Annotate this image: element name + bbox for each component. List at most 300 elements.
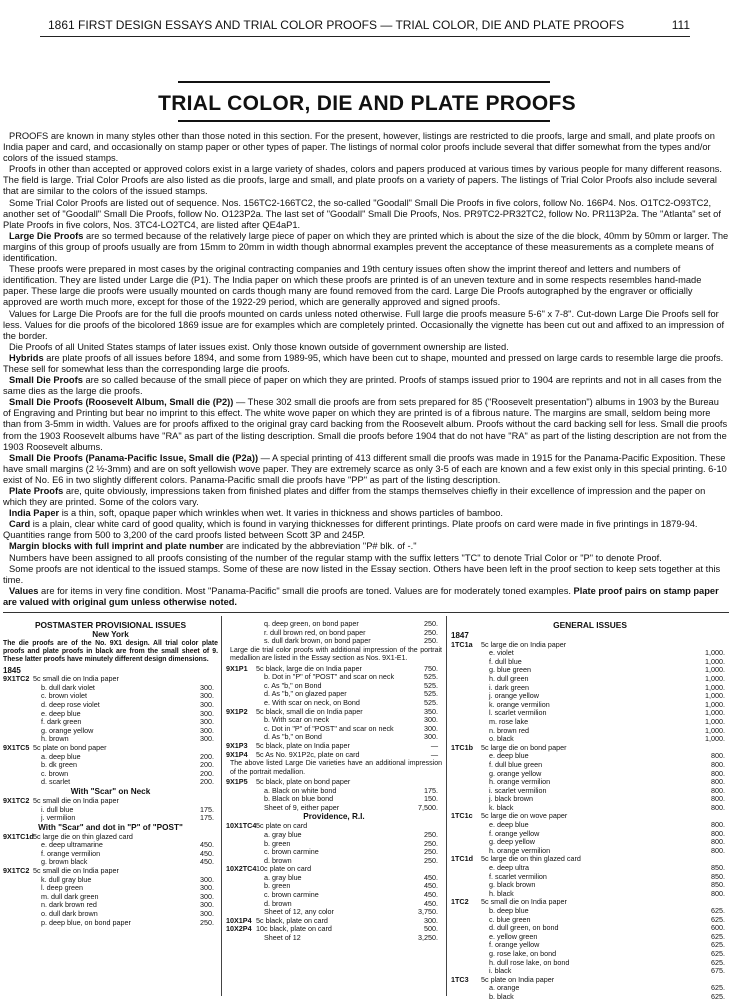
intro-paragraph (3, 541, 729, 552)
listing-value: 750. (424, 663, 438, 673)
listing-value: 800. (711, 802, 725, 812)
paragraph-lead: Card (9, 519, 31, 530)
listing-value: 300. (200, 691, 214, 701)
listing-value: 1,000. (705, 725, 725, 735)
listing-value: 525. (424, 697, 438, 707)
listing-value: 300. (200, 909, 214, 919)
listing-value: 625. (711, 914, 725, 924)
paragraph-lead: Hybrids (9, 352, 44, 363)
listing-row (226, 900, 442, 909)
catalog-number: 9X1P4 (226, 749, 248, 759)
listing-value: 525. (424, 680, 438, 690)
listing-description: e. deep ultra (489, 863, 529, 873)
listing-row (3, 901, 218, 910)
subsection-heading: New York (92, 630, 129, 639)
listing-value: 200. (200, 751, 214, 761)
listing-description: h. orange vermilion (489, 777, 551, 787)
listing-table (3, 833, 218, 928)
listing-row (3, 850, 218, 859)
catalog-number: 1TC2 (451, 897, 469, 907)
listing-description: d. scarlet (41, 777, 71, 787)
paragraph-text: — A special printing of 413 different small die proofs was made in 1915 for the Panama-Pacific Exposition. These have small margins (2 ½-3mm) and are on soft yellowish wove paper. They are extremely scarce as only 3-5 of each are known and a few exist only in this special printing. 6-10 exist of No. E6 in two slightly different colors. Panama-Pacific small die proofs have "PP" as part of the listing description. (3, 452, 727, 485)
listing-value: 1,000. (705, 656, 725, 666)
listing-value: 625. (711, 983, 725, 993)
listing-row (226, 874, 442, 883)
listing-value: 525. (424, 689, 438, 699)
listing-value: 1,000. (705, 734, 725, 744)
catalog-number: 10X2P4 (226, 924, 252, 934)
listing-table (226, 665, 442, 760)
listing-description: b. dull dark violet (41, 682, 95, 692)
listing-value: 300. (424, 915, 438, 925)
listing-row (3, 684, 218, 693)
listing-description: g. blue green (489, 665, 531, 675)
column-separator (446, 616, 447, 996)
listing-value: 1,000. (705, 699, 725, 709)
column-postmaster-provisionals (3, 620, 218, 927)
listing-description: c. brown carmine (264, 890, 319, 900)
listing-value: 450. (424, 890, 438, 900)
listing-description: 5c plate on India paper (481, 974, 555, 984)
listing-description: l. deep green (41, 883, 83, 893)
listing-row (3, 806, 218, 815)
listing-row (3, 876, 218, 885)
listing-description: d. dull green, on bond (489, 923, 559, 933)
subsection-heading: With "Scar" and dot in "P" of "POST" (38, 822, 183, 832)
listing-description: b. deep blue (489, 906, 529, 915)
catalog-number: 9X1TC2 (3, 866, 30, 876)
paragraph-text: is a thin, soft, opaque paper which wrinkles when wet. It varies in thickness and shows particles of bamboo. (59, 508, 504, 519)
intro-paragraph (3, 553, 729, 564)
listing-value: 800. (711, 759, 725, 769)
listing-table (3, 675, 218, 787)
listing-description: g. brown black (41, 857, 88, 867)
listing-value: 300. (200, 874, 214, 884)
title-rule-bottom (178, 120, 550, 122)
listing-description: 5c large die on wove paper (481, 811, 568, 821)
listing-value: 300. (424, 715, 438, 725)
listing-description: s. dull dark brown, on bond paper (264, 636, 371, 646)
paragraph-text: PROOFS are known in many styles other than those noted in this section. For the present, however, listings are restricted to die proofs, large and small, and plate proofs on India paper and card, and occasionally on stamp paper or other types of paper. The listings of normal color proofs include several that differ somewhat from the types and/or colors of the issued stamps. (3, 131, 715, 164)
listing-description: 10c black, plate on card (256, 924, 332, 934)
listing-row (226, 891, 442, 900)
listing-row (226, 934, 442, 943)
paragraph-text: — These 302 small die proofs are from sets prepared for 85 ("Roosevelt presentation") albums in 1903 by the Bureau of Engraving and Printing but bear no imprint to this effect. The white wove paper on which they are printed is of a fibrous nature. The margins are small, seldom being more than from 3-5mm in width. Values are for proofs affixed to the original gray card backing from the Roosevelt album. Proofs without the card backing sell for less. Small die proofs from the 1903 Roosevelt albums have "RA" as part of the listing description. Small die proofs before 1904 that do not have "RA" as part of the listing description are not from the 1903 Roosevelt albums. (3, 397, 728, 452)
section-title: TRIAL COLOR, DIE AND PLATE PROOFS (158, 92, 576, 115)
listing-value: 1,000. (705, 716, 725, 726)
listing-description: c. brown (41, 768, 69, 778)
listing-value: 625. (711, 906, 725, 915)
listing-value: 150. (424, 794, 438, 804)
listing-description: o. dull dark brown (41, 909, 98, 919)
intro-paragraph (3, 564, 729, 586)
listing-row (226, 822, 442, 831)
listing-row (226, 673, 442, 682)
intro-paragraph (3, 231, 729, 264)
listing-description: 5c black, plate on India paper (256, 740, 350, 750)
listing-description: d. As "b," on Bond (264, 732, 322, 742)
paragraph-lead: India Paper (9, 508, 60, 519)
subsection-heading: With "Scar" on Neck (70, 786, 151, 796)
listing-description: h. brown (41, 734, 69, 744)
paragraph-text: are, quite obviously, impressions taken from finished plates and differ from the stamps themselves chiefly in their excellence of impression and the paper on which they are printed. Some of the colors vary. (3, 486, 706, 508)
listing-description: m. rose lake (489, 716, 529, 726)
listing-row (451, 993, 729, 1002)
listing-row (3, 841, 218, 850)
listing-description: e. violet (489, 648, 514, 658)
listing-row (3, 675, 218, 684)
listing-row (226, 925, 442, 934)
listing-table (3, 797, 218, 823)
listing-row (3, 718, 218, 727)
listing-value: 1,000. (705, 691, 725, 701)
columns-divider (3, 612, 729, 613)
section-heading: GENERAL ISSUES (553, 620, 627, 630)
listing-description: m. dull dark green (41, 891, 99, 901)
subsection-heading: Providence, R.I. (303, 812, 365, 822)
paragraph-text: Values for Large Die Proofs are for the full die proofs mounted on cards unless noted otherwise. Full large die proofs measure 5-6" x 7-8". Cut-down Large Die Proofs sell for less. Values for die proofs of the bicolored 1869 issue are for examples which are completely printed. Occasionally the vignette has been cut out and affixed to an impression of the border. (3, 308, 725, 341)
listing-value: 1,000. (705, 682, 725, 692)
listing-row (3, 727, 218, 736)
listing-value: 250. (424, 619, 438, 628)
listing-description: e. deep ultramarine (41, 840, 103, 850)
listing-description: k. black (489, 802, 514, 812)
listing-value: 800. (711, 837, 725, 847)
listing-description: n. dark brown red (41, 900, 97, 910)
listing-value: 1,000. (705, 708, 725, 718)
listing-description: c. blue green (489, 914, 531, 924)
listing-value: 3,250. (418, 933, 438, 943)
listing-value: 800. (711, 845, 725, 855)
listing-value: 800. (711, 794, 725, 804)
listing-value: 450. (424, 872, 438, 882)
listing-table (226, 822, 442, 942)
listing-value: 600. (711, 923, 725, 933)
listing-value: 250. (424, 829, 438, 839)
paragraph-text: are for items in very fine condition. Most "Panama-Pacific" small die proofs are toned. Values are for moderately toned examples. (38, 585, 574, 596)
listing-value: 200. (200, 777, 214, 787)
paragraph-lead: Margin blocks with full imprint and plate number (9, 541, 224, 552)
listing-description: h. black (489, 888, 514, 898)
listing-table (451, 641, 729, 1002)
listing-description: f. dull blue (489, 656, 522, 666)
intro-paragraph (3, 397, 729, 452)
listing-value: 3,750. (418, 907, 438, 917)
listing-value: 850. (711, 880, 725, 890)
listing-value: 850. (711, 863, 725, 873)
section-intro: The die proofs are of the No. 9X1 design. All trial color plate proofs and plate proofs in black are from the small sheet of 9. These latter proofs have minutely different design dimensions. (3, 640, 218, 664)
listing-description: h. dull rose lake, on bond (489, 957, 570, 967)
paragraph-text: are so called because of the small piece of paper on which they are printed. Proofs of stamps issued prior to 1904 are reprints and not in all cases from the same dies as the large die proofs. (3, 375, 722, 397)
listing-row (226, 708, 442, 717)
listing-description: 10c plate on card (256, 864, 312, 874)
listing-description: j. vermilion (41, 813, 76, 823)
listing-description: p. deep blue, on bond paper (41, 917, 131, 927)
intro-paragraph (3, 131, 729, 164)
listing-description: d. As "b," on glazed paper (264, 689, 347, 699)
listing-value: 250. (424, 847, 438, 857)
title-rule-top (178, 81, 550, 83)
listing-value: 7,500. (418, 802, 438, 812)
listing-value: 250. (424, 627, 438, 637)
catalog-number: 10X2TC4 (226, 864, 257, 874)
listing-row (226, 751, 442, 760)
listing-row (3, 753, 218, 762)
listing-row (3, 761, 218, 770)
listing-description: b. dk green (41, 760, 77, 770)
header-divider (40, 36, 690, 37)
listing-value: 200. (200, 768, 214, 778)
intro-text (3, 131, 729, 608)
listing-description: n. brown red (489, 725, 529, 735)
listing-value: 450. (200, 857, 214, 867)
listing-description: i. dull blue (41, 804, 74, 814)
listing-description: b. black (489, 991, 514, 1001)
catalog-number: 1TC1c (451, 811, 473, 821)
listing-value: 250. (424, 838, 438, 848)
listing-description: 5c plate on card (256, 821, 308, 831)
listing-value: 200. (200, 760, 214, 770)
listing-row (226, 848, 442, 857)
listing-value: 250. (424, 636, 438, 646)
listing-row (226, 637, 442, 646)
listing-value: 525. (424, 672, 438, 682)
year-heading: 1847 (451, 631, 469, 640)
paragraph-lead: Plate Proofs (9, 486, 64, 496)
listing-description: k. dull gray blue (41, 874, 92, 884)
listing-value: 300. (200, 682, 214, 692)
listing-description: a. Black on white bond (264, 785, 337, 795)
listing-row (3, 692, 218, 701)
catalog-number: 9X1P1 (226, 663, 248, 673)
listing-value: 625. (711, 991, 725, 1001)
listing-description: i. black (489, 966, 512, 976)
catalog-number: 9X1TC2 (3, 795, 30, 805)
listing-note: Large die trial color proofs with additional impression of the portrait medallion are listed in the Essay section as Nos. 9X1-E1. (230, 646, 442, 663)
listing-row (226, 882, 442, 891)
listing-value: 800. (711, 820, 725, 830)
listing-description: 5c As No. 9X1P2c, plate on card (256, 749, 360, 759)
listing-row (226, 804, 442, 813)
intro-paragraph (3, 342, 729, 353)
listing-description: 5c black, plate on bond paper (256, 776, 351, 786)
listing-description: 5c large die on bond paper (481, 742, 567, 752)
paragraph-text: is a plain, clear white card of good quality, which is found in varying thicknesses for different printings. Plate proofs on card were made in five printings in 1879-94. Quantities range from 500 to 3,200 of the card proofs listed between Scott 3P and 245P. (3, 519, 698, 541)
listing-description: 5c small die on India paper (33, 674, 119, 684)
catalog-number: 1TC1a (451, 639, 473, 649)
listing-value: 450. (424, 898, 438, 908)
listing-value: 175. (424, 785, 438, 795)
column-provisionals-continued (226, 620, 442, 943)
listing-value: 1,000. (705, 648, 725, 658)
intro-paragraph (3, 198, 729, 231)
listing-row (3, 710, 218, 719)
listing-description: g. deep yellow (489, 837, 535, 847)
listing-value: 300. (200, 699, 214, 709)
listing-description: g. rose lake, on bond (489, 948, 557, 958)
listing-description: r. dull brown red, on bond paper (264, 627, 366, 637)
listing-value: 800. (711, 777, 725, 787)
listing-value: 350. (424, 706, 438, 716)
listing-row (226, 831, 442, 840)
listing-description: b. green (264, 838, 291, 848)
listing-description: c. brown carmine (264, 847, 319, 857)
listing-value: 300. (200, 891, 214, 901)
listing-row (3, 797, 218, 806)
listing-description: o. black (489, 734, 514, 744)
listing-description: Sheet of 12 (264, 933, 301, 943)
listing-value: 800. (711, 888, 725, 898)
intro-paragraph (3, 264, 729, 308)
listing-description: b. With scar on neck (264, 715, 330, 725)
listing-value: 250. (200, 917, 214, 927)
listing-description: f. orange yellow (489, 828, 540, 838)
listing-description: 5c black, plate on card (256, 915, 328, 925)
listing-description: Sheet of 9, either paper (264, 802, 340, 812)
listing-description: b. Dot in "P" of "POST" and scar on neck (264, 672, 395, 682)
paragraph-text: Die Proofs of all United States stamps of later issues exist. Only those known outside of government ownership are listed. (9, 341, 509, 352)
listing-description: 5c plate on bond paper (33, 742, 107, 752)
listing-description: g. orange yellow (41, 725, 94, 735)
listing-description: j. orange yellow (489, 691, 539, 701)
listing-row (3, 833, 218, 842)
listing-description: 5c black, large die on India paper (256, 663, 362, 673)
paragraph-text: These proofs were prepared in most cases by the original contracting companies and 19th century issues often show the imprint thereof and letters and numbers of identification. They are listed under Large die (P1). The India paper on which these proofs are printed is of an uneven texture and in some respects resembles hand-made paper. These large die proofs were usually mounted on cards though many are found removed from the card. Large Die Proofs autographed by the engraver or officially approved are worth much more, except for those of the 1922-29 period, which are generally approved and signed proofs. (3, 264, 702, 308)
listing-value: 625. (711, 940, 725, 950)
listing-value: 300. (200, 717, 214, 727)
paragraph-text: Numbers have been assigned to all proofs consisting of the number of the regular stamp with the suffix letters "TC" to denote Trial Color or "P" to denote Proof. (9, 552, 662, 563)
paragraph-text: are so termed because of the relatively large piece of paper on which they are printed which is about the size of the die block, 40mm by 50mm or larger. The margins of this group of proofs usually are from 15mm to 20mm in width though abnormal examples prevent the acceptance of these measurements as a complete means of identification. (3, 230, 729, 264)
listing-row (226, 840, 442, 849)
listing-value: 800. (711, 785, 725, 795)
listing-row (3, 814, 218, 823)
listing-row (226, 725, 442, 734)
listing-description: f. dark green (41, 717, 82, 727)
listing-description: d. brown (264, 855, 292, 865)
paragraph-text: Some Trial Color Proofs are listed out of sequence. Nos. 156TC2-166TC2, the so-called "Goodall" Small Die Proofs in five colors, follow No. 166P4. Nos. O1TC2-O93TC2, another set of "Goodall" Small Die Proofs, follow No. O123P2a. The last set of "Goodall" Small Die Proofs, Nos. PR9TC2-PR32TC2, follow No. PR113P2a. The "Atlanta" set of Plate Proofs in five colors, Nos. 3TC4-LO2TC4, are listed after QE4aP1. (3, 197, 721, 230)
listing-description: h. dull green (489, 673, 529, 683)
listing-description: Sheet of 12, any color (264, 907, 334, 917)
intro-paragraph (3, 486, 729, 508)
listing-row (3, 884, 218, 893)
listing-description: 5c small die on India paper (33, 795, 119, 805)
listing-description: a. gray blue (264, 829, 302, 839)
listing-description: f. orange vermilion (41, 848, 101, 858)
listing-description: h. orange vermilion (489, 845, 551, 855)
catalog-number: 9X1TC1d (3, 831, 34, 841)
paragraph-text: Some proofs are not identical to the issued stamps. Some of these are now listed in the Essay section. Others have been left in the proof section to keep sets together at this time. (3, 563, 721, 585)
catalog-number: 10X1TC4 (226, 821, 257, 831)
intro-paragraph (3, 508, 729, 519)
listing-value: — (430, 749, 438, 759)
listing-description: c. brown violet (41, 691, 87, 701)
catalog-number: 10X1P4 (226, 915, 252, 925)
listing-description: a. deep blue (41, 751, 81, 761)
listing-description: e. deep blue (489, 820, 529, 830)
paragraph-bold-tail: Plate proof pairs on stamp paper are valued with original gum unless otherwise noted. (3, 585, 719, 607)
intro-paragraph (3, 586, 729, 608)
listing-description: l. scarlet vermilion (489, 708, 547, 718)
listing-value: 625. (711, 957, 725, 967)
listing-description: d. deep rose violet (41, 699, 100, 709)
intro-paragraph (3, 453, 729, 486)
listing-value: — (430, 740, 438, 750)
catalog-number: 9X1P2 (226, 706, 248, 716)
listing-value: 300. (200, 900, 214, 910)
column-separator (221, 616, 222, 996)
listing-description: 5c large die on thin glazed card (33, 831, 133, 841)
listing-description: f. dull blue green (489, 759, 543, 769)
listing-value: 300. (200, 883, 214, 893)
running-title: 1861 FIRST DESIGN ESSAYS AND TRIAL COLOR PROOFS — TRIAL COLOR, DIE AND PLATE PROOFS (48, 18, 625, 32)
listing-description: 5c black, small die on India paper (256, 706, 363, 716)
listing-description: c. Dot in "P" of "POST" and scar on neck (264, 723, 394, 733)
column-general-issues (451, 620, 729, 1002)
listing-description: 5c large die on thin glazed card (481, 854, 581, 864)
intro-paragraph (3, 309, 729, 342)
listing-value: 300. (424, 732, 438, 742)
listing-value: 500. (424, 924, 438, 934)
paragraph-lead: Small Die Proofs (Panama-Pacific Issue, Small die (P2a)) (9, 452, 259, 463)
listing-description: g. orange yellow (489, 768, 542, 778)
listing-description: d. brown (264, 898, 292, 908)
listing-description: a. orange (489, 983, 520, 993)
paragraph-text: Proofs in other than accepted or approved colors exist in a large variety of shades, colors and papers produced at various times by various people for many different reasons. The field is large. Trial Color Proofs are also listed as die proofs, large and small, and plate proofs on a variety of papers. The listings of Trial Color Proofs also include several that are similar to the colors of the issued stamps. (3, 164, 722, 197)
listing-value: 300. (200, 708, 214, 718)
listing-value: 250. (424, 855, 438, 865)
year-heading: 1845 (3, 665, 21, 675)
listing-value: 625. (711, 931, 725, 941)
listing-value: 300. (424, 723, 438, 733)
listing-description: f. scarlet vermilion (489, 871, 547, 881)
paragraph-lead: Large Die Proofs (9, 230, 84, 241)
paragraph-lead: Small Die Proofs (Roosevelt Album, Small die (P2)) (9, 397, 234, 408)
listing-row (3, 770, 218, 779)
listing-value: 850. (711, 871, 725, 881)
listing-value: 1,000. (705, 665, 725, 675)
listing-row (3, 867, 218, 876)
listing-row (3, 701, 218, 710)
paragraph-text: are plate proofs of all issues before 1894, and some from 1989-95, which have been cut to shape, mounted and pressed on large cards to resemble large die proofs. These sell for somewhat less than the corresponding large die proofs. (3, 352, 724, 374)
listing-value: 675. (711, 966, 725, 976)
listing-table (226, 778, 442, 812)
listing-description: j. black brown (489, 794, 533, 804)
listing-value: 625. (711, 948, 725, 958)
catalog-number: 1TC1b (451, 742, 473, 752)
listing-note: The above listed Large Die varieties have an additional impression of the portrait medallion. (230, 760, 442, 776)
listing-value: 175. (200, 813, 214, 823)
catalog-number: 9X1P3 (226, 740, 248, 750)
catalog-number: 9X1P5 (226, 776, 248, 786)
listing-description: b. green (264, 881, 291, 891)
listing-row (3, 919, 218, 928)
listing-value: 175. (200, 804, 214, 814)
listing-row (226, 865, 442, 874)
listing-description: g. black brown (489, 880, 536, 890)
listing-row (3, 893, 218, 902)
listing-value: 450. (200, 848, 214, 858)
listing-description: 5c large die on India paper (481, 639, 567, 649)
listing-description: i. dark green (489, 682, 529, 692)
intro-paragraph (3, 353, 729, 375)
listing-description: e. yellow green (489, 931, 538, 941)
listing-value: 800. (711, 768, 725, 778)
listing-value: 800. (711, 751, 725, 761)
listing-description: f. orange yellow (489, 940, 540, 950)
listing-description: 5c small die on India paper (481, 897, 567, 907)
listing-value: 1,000. (705, 673, 725, 683)
listing-value: 450. (424, 881, 438, 891)
